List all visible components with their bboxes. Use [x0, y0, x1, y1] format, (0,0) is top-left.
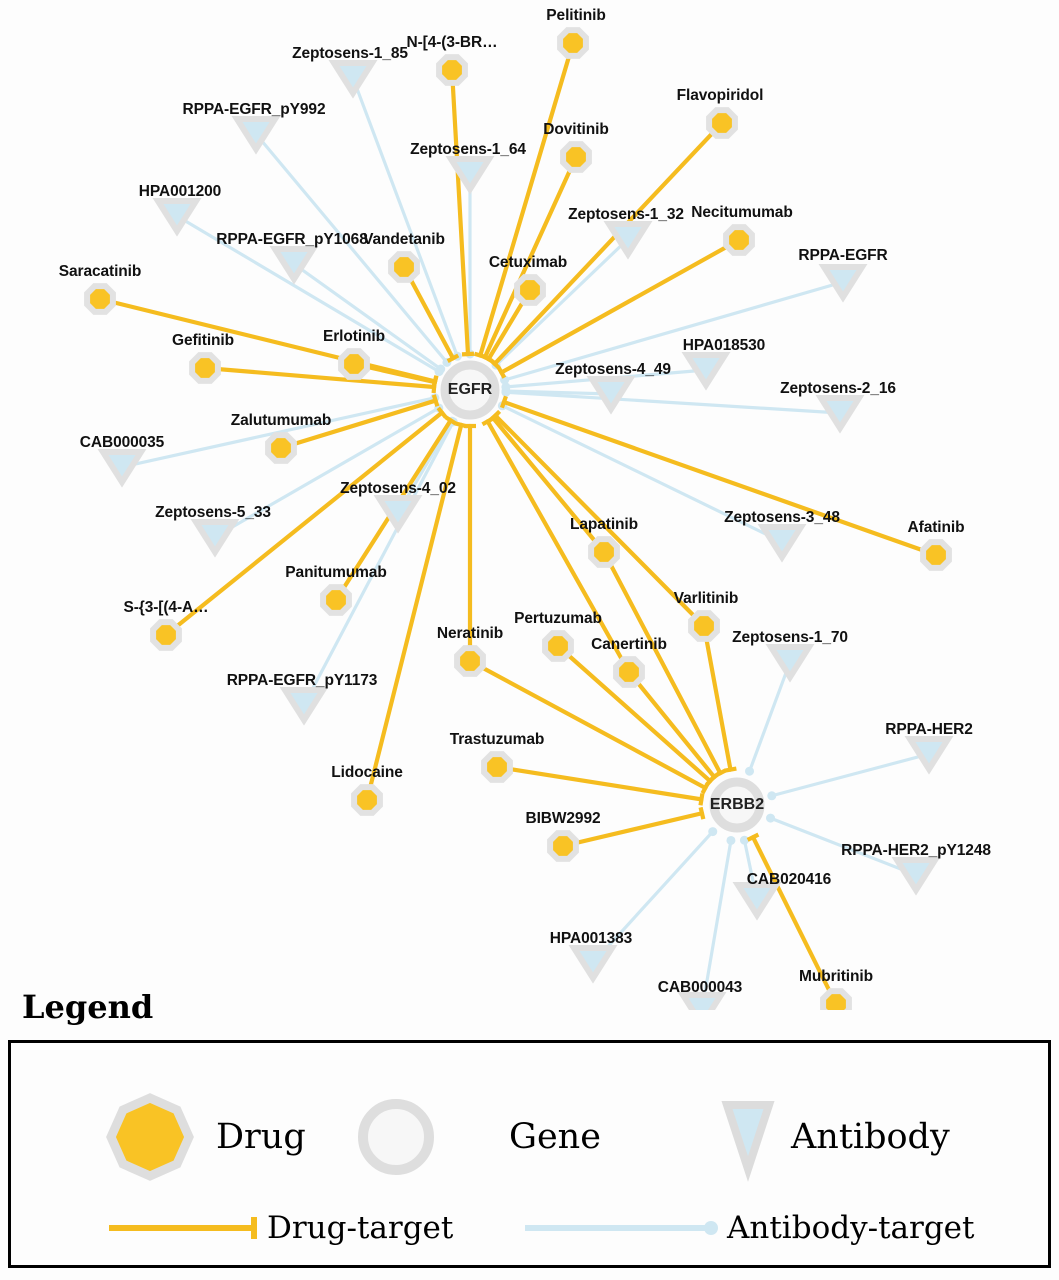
antibody-node[interactable] — [683, 995, 721, 1010]
drug-node[interactable] — [439, 57, 465, 83]
drug-node[interactable] — [709, 110, 735, 136]
drug-node[interactable] — [591, 539, 617, 565]
antibody-node[interactable] — [103, 452, 141, 482]
antibody-label: RPPA-EGFR_pY992 — [182, 101, 326, 118]
legend-label-gene: Gene — [509, 1117, 601, 1157]
antibody-label: HPA018530 — [682, 337, 766, 354]
legend-antibody-edge — [525, 1221, 718, 1235]
gene-label: ERBB2 — [709, 796, 765, 813]
antibody-label: CAB000043 — [657, 979, 743, 996]
drug-label: Trastuzumab — [449, 731, 545, 748]
drug-label: Cetuximab — [488, 254, 568, 271]
drug-node[interactable] — [341, 351, 367, 377]
antibody-node[interactable] — [771, 647, 809, 677]
drug-node[interactable] — [923, 542, 949, 568]
drug-label: Pelitinib — [546, 7, 606, 24]
drug-node[interactable] — [823, 991, 849, 1010]
antibody-label: RPPA-HER2 — [885, 721, 973, 738]
graph-edge — [629, 672, 714, 777]
legend-box — [8, 1040, 1051, 1268]
antibody-node[interactable] — [910, 739, 948, 769]
edge-endpoint-tee — [499, 367, 505, 377]
drug-label: BIBW2992 — [525, 810, 601, 827]
drug-label: Flavopiridol — [676, 87, 764, 104]
edge-endpoint-tee — [701, 793, 703, 805]
drug-node[interactable] — [545, 633, 571, 659]
drug-node[interactable] — [517, 277, 543, 303]
legend-gene-glyph — [363, 1104, 429, 1170]
drug-node[interactable] — [560, 30, 586, 56]
antibody-label: Zeptosens-2_16 — [780, 380, 896, 397]
drug-node[interactable] — [563, 144, 589, 170]
drug-label: Canertinib — [591, 636, 667, 653]
drug-label: Necitumumab — [691, 204, 793, 221]
drug-label: Lapatinib — [570, 516, 638, 533]
drug-label: Afatinib — [907, 519, 965, 536]
edge-endpoint-tee — [701, 807, 704, 819]
graph-edge — [504, 402, 936, 555]
drug-label: Panitumumab — [285, 564, 387, 581]
edge-endpoint-tee — [462, 354, 474, 355]
antibody-label: HPA001383 — [549, 930, 633, 947]
drug-label: Zalutumumab — [230, 412, 332, 429]
drug-node[interactable] — [616, 659, 642, 685]
gene-label: EGFR — [447, 381, 493, 398]
drug-label: Pertuzumab — [514, 610, 602, 627]
antibody-label: Zeptosens-1_32 — [568, 206, 684, 223]
drug-node[interactable] — [354, 787, 380, 813]
edge-endpoint-tee — [725, 769, 737, 771]
edge-endpoint-dot — [726, 836, 735, 845]
drug-node[interactable] — [484, 754, 510, 780]
edge-endpoint-dot — [436, 365, 445, 374]
drug-node[interactable] — [691, 613, 717, 639]
edge-endpoint-tee — [434, 381, 435, 393]
drug-label: N-[4-(3-BR… — [406, 34, 498, 51]
legend-label-drug: Drug — [216, 1117, 306, 1157]
antibody-node[interactable] — [158, 201, 196, 231]
antibody-node[interactable] — [763, 527, 801, 557]
antibody-node[interactable] — [574, 948, 612, 978]
edge-endpoint-dot — [745, 767, 754, 776]
graph-edge — [497, 767, 701, 799]
edge-endpoint-dot — [708, 827, 717, 836]
antibody-label: Zeptosens-3_48 — [724, 509, 840, 526]
drug-label: Dovitinib — [543, 121, 609, 138]
drug-node[interactable] — [726, 227, 752, 253]
antibody-label: HPA001200 — [138, 183, 222, 200]
edge-endpoint-dot — [767, 791, 776, 800]
antibody-node[interactable] — [334, 63, 372, 93]
legend-title: Legend — [22, 988, 154, 1026]
edge-endpoint-dot — [740, 836, 749, 845]
drug-label: Lidocaine — [331, 764, 403, 781]
antibody-label: CAB000035 — [79, 434, 165, 451]
antibody-label: Zeptosens-1_70 — [732, 629, 848, 646]
drug-node[interactable] — [391, 254, 417, 280]
antibody-label: Zeptosens-1_64 — [410, 141, 526, 158]
drug-label: Neratinib — [436, 625, 504, 642]
antibody-label: CAB020416 — [746, 871, 832, 888]
antibody-label: Zeptosens-1_85 — [292, 45, 408, 62]
legend-label-antibody-target: Antibody-target — [727, 1210, 975, 1246]
drug-label: Varlitinib — [673, 590, 739, 607]
legend-antibody-glyph — [727, 1105, 769, 1169]
edge-endpoint-tee — [702, 783, 708, 794]
graph-edge — [750, 662, 790, 771]
antibody-node[interactable] — [738, 885, 776, 915]
graph-edge — [772, 754, 929, 796]
drug-node[interactable] — [153, 622, 179, 648]
antibody-node[interactable] — [196, 522, 234, 552]
antibody-label: RPPA-HER2_pY1248 — [841, 842, 991, 859]
antibody-node[interactable] — [824, 267, 862, 297]
legend-drug-glyph — [111, 1098, 189, 1176]
drug-node[interactable] — [550, 833, 576, 859]
legend-label-antibody: Antibody — [791, 1117, 950, 1157]
edge-endpoint-tee — [482, 418, 492, 424]
antibody-node[interactable] — [897, 860, 935, 890]
edge-endpoint-tee — [748, 835, 759, 840]
drug-node[interactable] — [457, 648, 483, 674]
drug-node[interactable] — [87, 286, 113, 312]
edge-endpoint-dot — [501, 388, 510, 397]
antibody-label: Zeptosens-4_02 — [340, 480, 456, 497]
antibody-label: Zeptosens-4_49 — [555, 361, 671, 378]
drug-node[interactable] — [323, 587, 349, 613]
drug-label: Vandetanib — [363, 231, 445, 248]
edge-endpoint-tee — [455, 423, 467, 426]
antibody-label: RPPA-EGFR_pY1173 — [226, 672, 378, 689]
drug-node[interactable] — [192, 355, 218, 381]
antibody-node[interactable] — [237, 119, 275, 149]
drug-node[interactable] — [268, 435, 294, 461]
drug-label: Erlotinib — [323, 328, 385, 345]
legend-label-drug-target: Drug-target — [267, 1210, 454, 1246]
edge-endpoint-dot — [766, 814, 775, 823]
drug-label: Mubritinib — [799, 968, 873, 985]
legend-drug-edge — [109, 1217, 254, 1239]
drug-label: Saracatinib — [58, 263, 142, 280]
drug-label: S-{3-[(4-A… — [123, 599, 209, 616]
antibody-label: RPPA-EGFR — [798, 247, 888, 264]
drug-label: Gefitinib — [172, 332, 234, 349]
antibody-node[interactable] — [285, 690, 323, 720]
antibody-label: RPPA-EGFR_pY1068 — [216, 231, 368, 248]
antibody-label: Zeptosens-5_33 — [155, 504, 271, 521]
graph-edge — [452, 70, 468, 354]
